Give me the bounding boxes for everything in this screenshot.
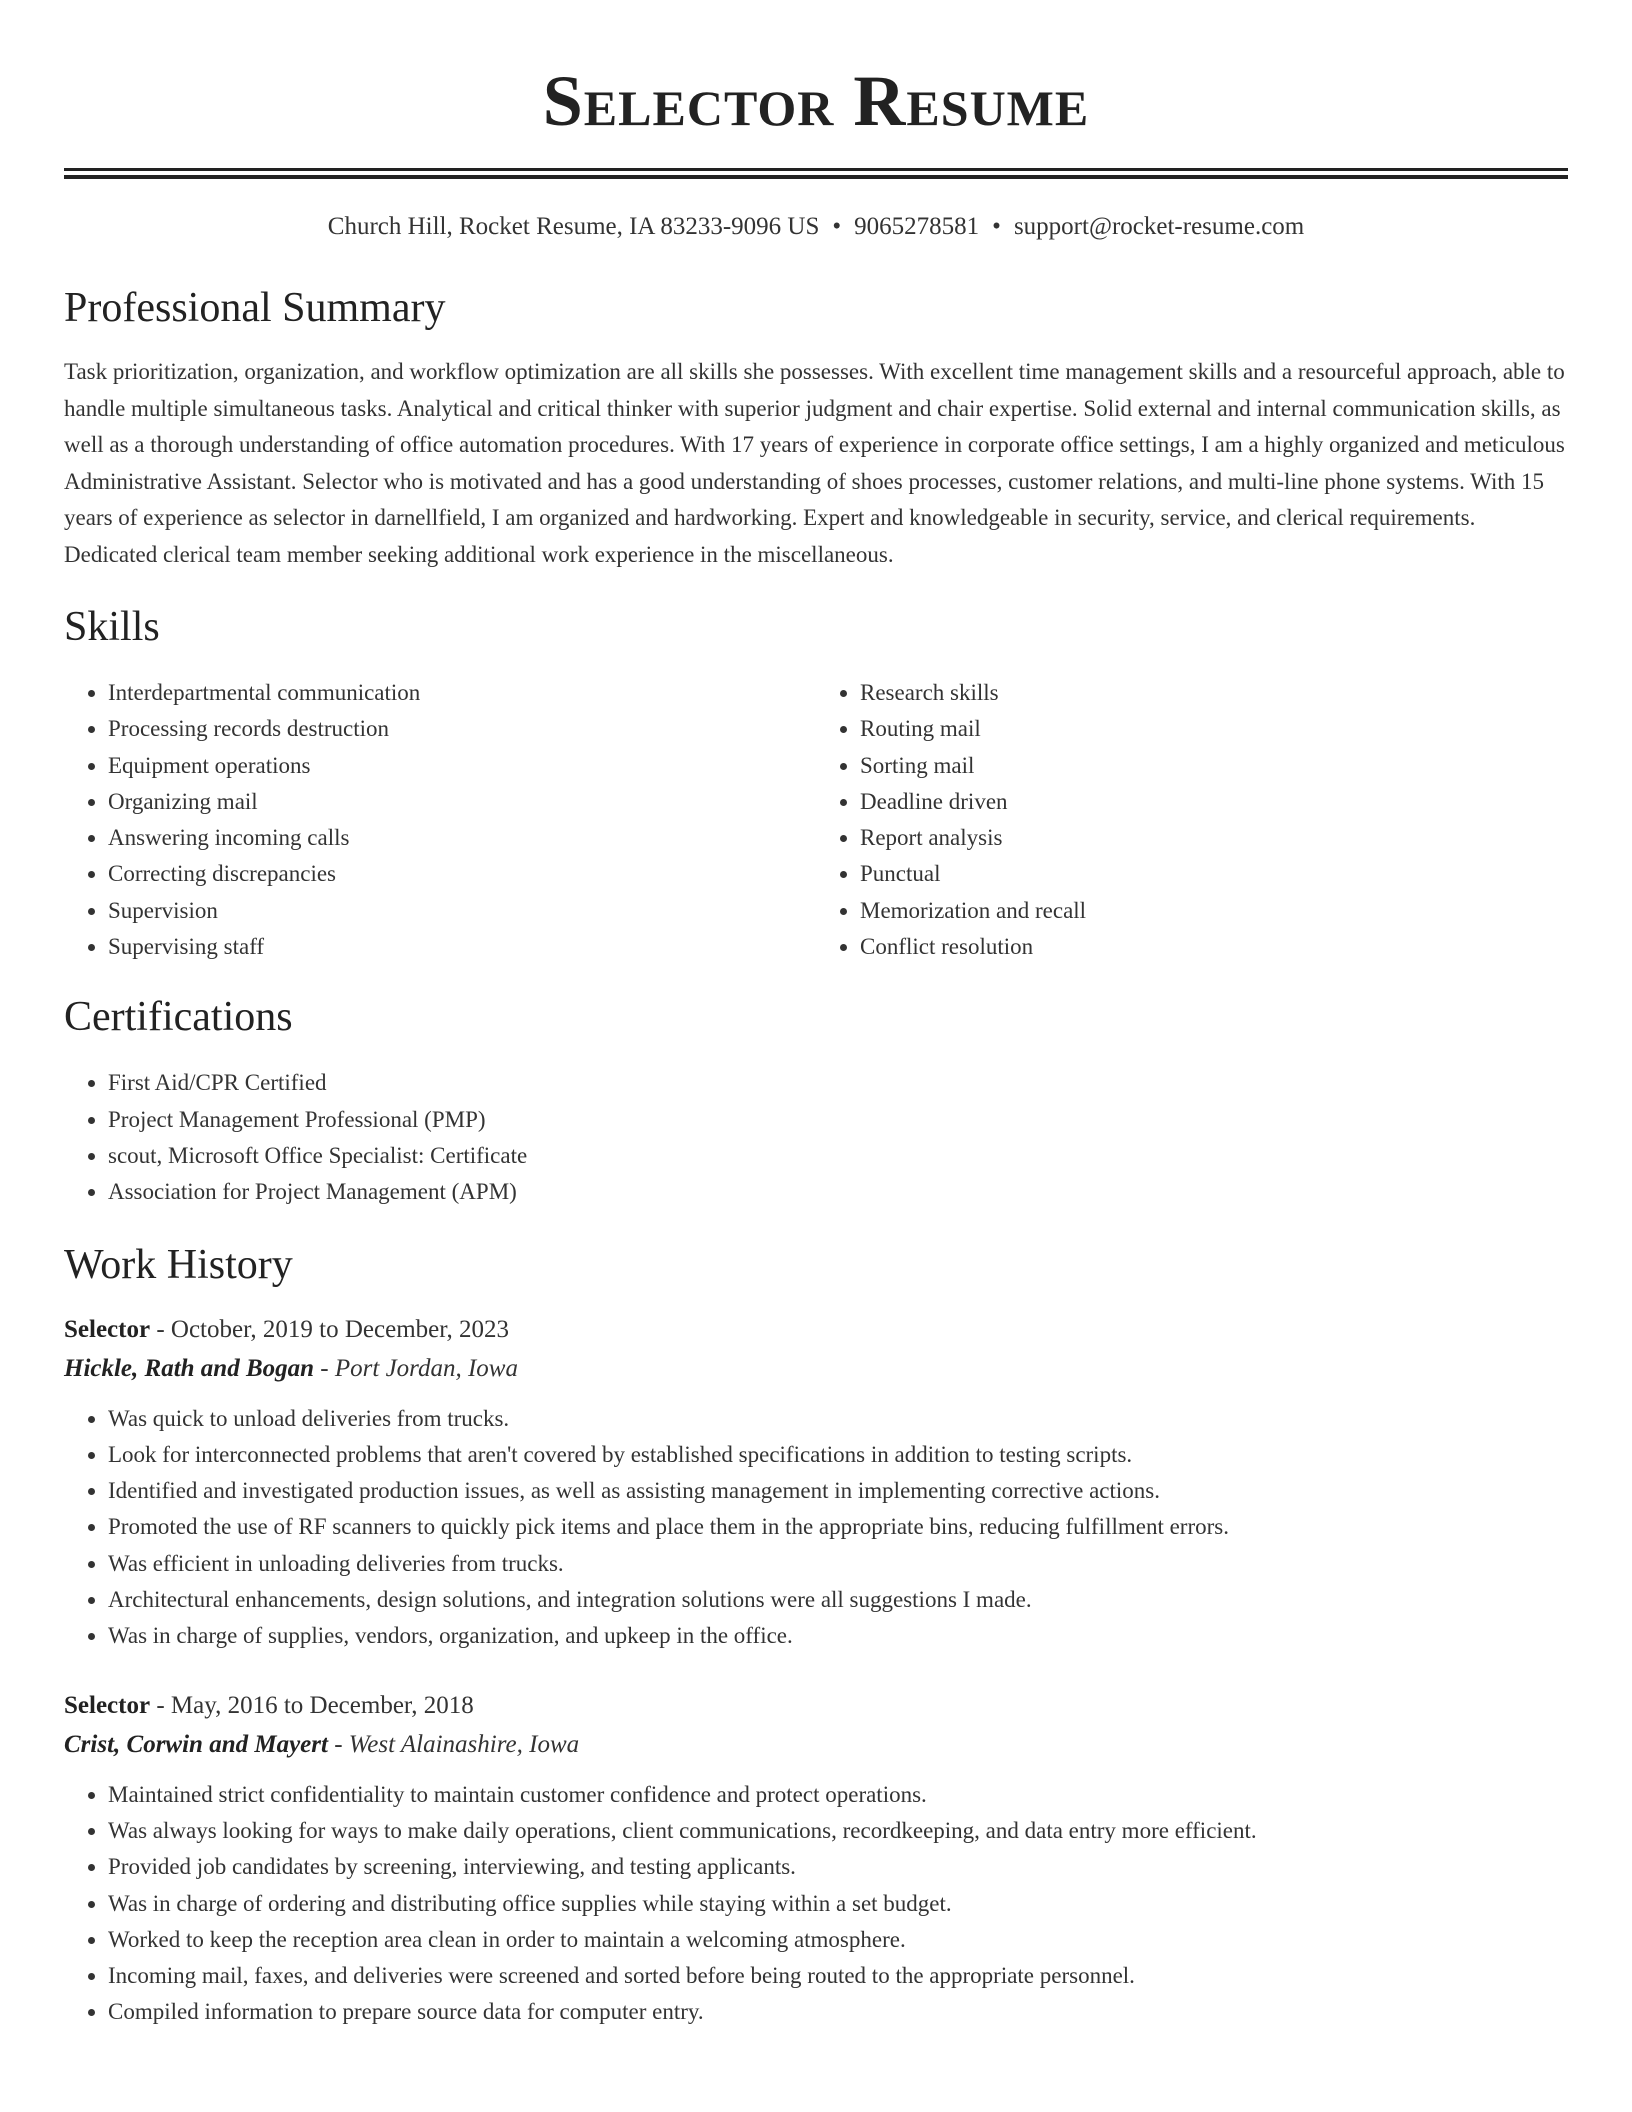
duty-item: • Compiled information to prepare source data for computer entry. xyxy=(108,1994,1568,2030)
contact-email: support@rocket-resume.com xyxy=(1013,213,1305,240)
skills-list-right xyxy=(816,675,1568,965)
duty-item: • Was in charge of ordering and distributing office supplies while staying within a set budget. xyxy=(108,1886,1568,1922)
certification-item: • scout, Microsoft Office Specialist: Certificate xyxy=(108,1138,1568,1174)
skill-item: • Correcting discrepancies xyxy=(108,856,816,892)
certification-item: • Association for Project Management (APM) xyxy=(108,1174,1568,1210)
skill-item: • Answering incoming calls xyxy=(108,820,816,856)
job-company: Crist, Corwin and Mayert xyxy=(64,1730,328,1758)
skill-item: • Equipment operations xyxy=(108,748,816,784)
job-company-line xyxy=(64,1349,1568,1389)
summary-text: Task prioritization, organization, and workflow optimization are all skills she possesses. With excellent time management skills and a resourceful approach, able to handle multiple simultaneous tasks. Analytical and critical thinker with superior judgment and chair expertise. Solid external and internal communication skills, as well as a thorough understanding of office automation procedures. With 17 years of experience in corporate office settings, I am a highly organized and meticulous Administrative Assistant. Selector who is motivated and has a good understanding of shoes processes, customer relations, and multi-line phone systems. With 15 years of experience as selector in darnellfield, I am organized and hardworking. Expert and knowledgeable in security, service, and clerical requirements. Dedicated clerical team member seeking additional work experience in the miscellaneous. xyxy=(64,359,1565,567)
job-title: Selector xyxy=(64,1315,151,1343)
skills-columns xyxy=(64,675,1568,965)
skills-heading: Skills xyxy=(64,604,160,650)
job-duties-list xyxy=(64,1401,1568,1655)
duty-item: • Provided job candidates by screening, interviewing, and testing applicants. xyxy=(108,1849,1568,1885)
skill-item: • Research skills xyxy=(860,675,1568,711)
resume-page xyxy=(64,0,1568,2031)
duty-item: • Was always looking for ways to make daily operations, client communications, recordkeeping, and data entry more efficient. xyxy=(108,1813,1568,1849)
title-divider-bottom xyxy=(64,175,1568,179)
job-entry xyxy=(64,1687,1568,2031)
duty-item: • Was quick to unload deliveries from trucks. xyxy=(108,1401,1568,1437)
job-duties-list xyxy=(64,1777,1568,2031)
contact-line xyxy=(64,210,1568,244)
job-company-line xyxy=(64,1725,1568,1765)
certifications-heading: Certifications xyxy=(64,994,293,1041)
duty-item: • Promoted the use of RF scanners to quickly pick items and place them in the appropriate bins, reducing fulfillment errors. xyxy=(108,1509,1568,1545)
duty-item: • Worked to keep the reception area clean in order to maintain a welcoming atmosphere. xyxy=(108,1922,1568,1958)
skill-item: • Memorization and recall xyxy=(860,893,1568,929)
duty-item: • Architectural enhancements, design solutions, and integration solutions were all suggestions I made. xyxy=(108,1582,1568,1618)
job-location: - West Alainashire, Iowa xyxy=(327,1730,580,1758)
skill-item: • Deadline driven xyxy=(860,784,1568,820)
job-title-line xyxy=(64,1311,1568,1349)
certifications-list xyxy=(64,1065,1568,1210)
contact-address: Church Hill, Rocket Resume, IA 83233-9096 US xyxy=(327,213,820,240)
skill-item: • Supervising staff xyxy=(108,929,816,965)
job-entry xyxy=(64,1311,1568,1655)
skill-item: • Supervision xyxy=(108,893,816,929)
duty-item: • Identified and investigated production issues, as well as assisting management in implementing corrective actions. xyxy=(108,1473,1568,1509)
contact-separator: • xyxy=(992,213,1001,240)
skill-item: • Report analysis xyxy=(860,820,1568,856)
job-company: Hickle, Rath and Bogan xyxy=(64,1354,315,1382)
duty-item: • Look for interconnected problems that aren't covered by established specifications in addition to testing scripts. xyxy=(108,1437,1568,1473)
duty-item: • Was in charge of supplies, vendors, organization, and upkeep in the office. xyxy=(108,1618,1568,1654)
contact-separator: • xyxy=(832,213,842,240)
title-divider-top xyxy=(64,168,1568,171)
skill-item: • Organizing mail xyxy=(108,784,816,820)
skill-item: • Punctual xyxy=(860,856,1568,892)
job-location: - Port Jordan, Iowa xyxy=(314,1354,518,1382)
skill-item: • Conflict resolution xyxy=(860,929,1568,965)
summary-heading: Professional Summary xyxy=(64,285,446,331)
job-title: Selector xyxy=(64,1691,151,1719)
skill-item: • Routing mail xyxy=(860,711,1568,747)
resume-title: Selector Resume xyxy=(542,61,1090,141)
duty-item: • Was efficient in unloading deliveries from trucks. xyxy=(108,1546,1568,1582)
job-dates: - May, 2016 to December, 2018 xyxy=(150,1691,474,1719)
skill-item: • Sorting mail xyxy=(860,748,1568,784)
work-history-heading: Work History xyxy=(64,1241,293,1288)
contact-phone: 9065278581 xyxy=(854,213,980,240)
certification-item: • Project Management Professional (PMP) xyxy=(108,1102,1568,1138)
skills-list-left xyxy=(64,675,816,965)
certification-item: • First Aid/CPR Certified xyxy=(108,1065,1568,1101)
duty-item: • Maintained strict confidentiality to maintain customer confidence and protect operations. xyxy=(108,1777,1568,1813)
duty-item: • Incoming mail, faxes, and deliveries were screened and sorted before being routed to the appropriate personnel. xyxy=(108,1958,1568,1994)
skill-item: • Interdepartmental communication xyxy=(108,675,816,711)
job-dates: - October, 2019 to December, 2023 xyxy=(150,1315,510,1343)
job-title-line xyxy=(64,1687,1568,1725)
skill-item: • Processing records destruction xyxy=(108,711,816,747)
